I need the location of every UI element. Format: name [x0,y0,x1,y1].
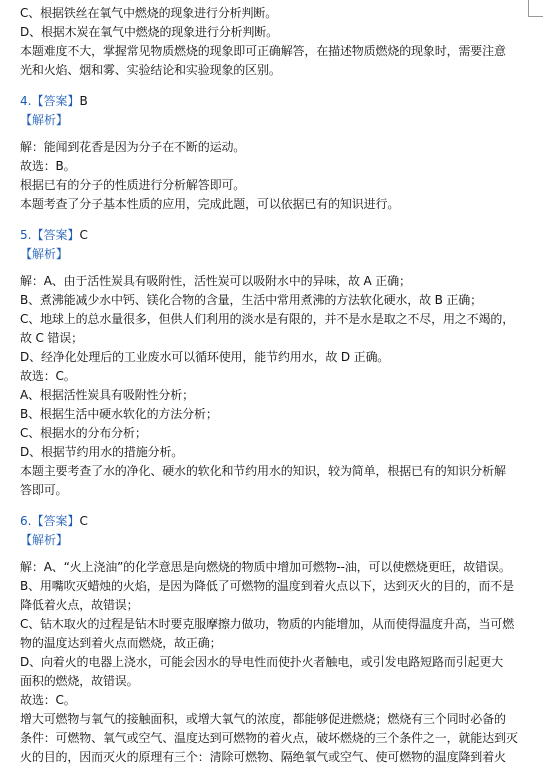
text-line: C、根据铁丝在氧气中燃烧的现象进行分析判断。 [20,6,278,20]
question-4-solution [20,92,540,214]
text-line: 答即可。 [20,483,68,497]
answer-line [20,512,540,531]
text-line: 物的温度达到着火点而燃烧，故正确； [20,636,222,650]
text-line: 本题主要考查了水的净化、硬水的软化和节约用水的知识，较为简单，根据已有的知识分析解 [20,464,506,478]
text-line: 火的目的，因而灭火的原理有三个：清除可燃物、隔绝氧气或空气、使可燃物的温度降到着火 [20,750,506,764]
text-line: 面积的燃烧，故错误。 [20,674,139,688]
text-line: 故选：B。 [20,159,76,173]
text-line: D、根据木炭在氧气中燃烧的现象进行分析判断。 [20,25,278,39]
question-5-solution [20,226,540,500]
question-number: 4. [20,94,32,108]
text-line: B、根据生活中硬水软化的方法分析； [20,407,218,421]
question-number: 6. [20,514,32,528]
text-line: D、根据节约用水的措施分析。 [20,445,184,459]
question-number: 5. [20,228,32,242]
answer-tag: 【答案】 [31,94,80,108]
answer-tag: 【答案】 [31,228,80,242]
text-line: D、经净化处理后的工业废水可以循环使用，能节约用水，故 D 正确。 [20,350,390,364]
answer-letter: B [79,94,88,108]
answer-letter: C [79,514,88,528]
document-page [20,4,540,767]
analysis-tag: 【解析】 [20,113,69,127]
text-line: C、地球上的总水量很多，但供人们利用的淡水是有限的，并不是水是取之不尽，用之不竭的， [20,312,515,326]
answer-line [20,92,540,111]
text-line: 光和火焰、烟和雾、实验结论和实验现象的区别。 [20,63,281,77]
text-line: 解：A、由于活性炭具有吸附性，活性炭可以吸附水中的异味，故 A 正确； [20,274,411,288]
text-line: 故 C 错误； [20,331,83,345]
answer-tag: 【答案】 [31,514,80,528]
text-line: 降低着火点，故错误； [20,598,139,612]
text-line: B、煮沸能减少水中钙、镁化合物的含量，生活中常用煮沸的方法软化硬水，故 B 正确； [20,293,482,307]
text-line: 故选：C。 [20,369,76,383]
answer-line [20,226,540,245]
text-line: 本题难度不大，掌握常见物质燃烧的现象即可正确解答，在描述物质燃烧的现象时，需要注意 [20,44,506,58]
text-line: 故选：C。 [20,693,76,707]
analysis-tag: 【解析】 [20,247,69,261]
text-line: B、用嘴吹灭蜡烛的火焰，是因为降低了可燃物的温度到着火点以下，达到灭火的目的，而不是 [20,579,514,593]
text-line: 条件：可燃物、氧气或空气、温度达到可燃物的着火点，破坏燃烧的三个条件之一，就能达到灭 [20,731,518,745]
text-line: 本题考查了分子基本性质的应用，完成此题，可以依据已有的知识进行。 [20,197,400,211]
text-line: C、钻木取火的过程是钻木时要克服摩擦力做功，物质的内能增加，从而使得温度升高，当可燃 [20,617,515,631]
text-line: 增大可燃物与氧气的接触面积，或增大氧气的浓度，都能够促进燃烧；燃烧有三个同时必备的 [20,712,506,726]
text-line: A、根据活性炭具有吸附性分析； [20,388,194,402]
text-line: C、根据水的分布分析； [20,426,147,440]
text-line: D、向着火的电器上浇水，可能会因水的导电性而使扑火者触电，或引发电路短路而引起更大 [20,655,504,669]
prev-explanation [20,4,540,80]
question-6-solution [20,512,540,767]
answer-letter: C [79,228,88,242]
text-line: 解：能闻到花香是因为分子在不断的运动。 [20,140,246,154]
text-line: 解：A、“火上浇油”的化学意思是向燃烧的物质中增加可燃物--油，可以使燃烧更旺，故错误。 [20,560,511,574]
analysis-tag: 【解析】 [20,533,69,547]
text-line: 根据已有的分子的性质进行分析解答即可。 [20,178,246,192]
